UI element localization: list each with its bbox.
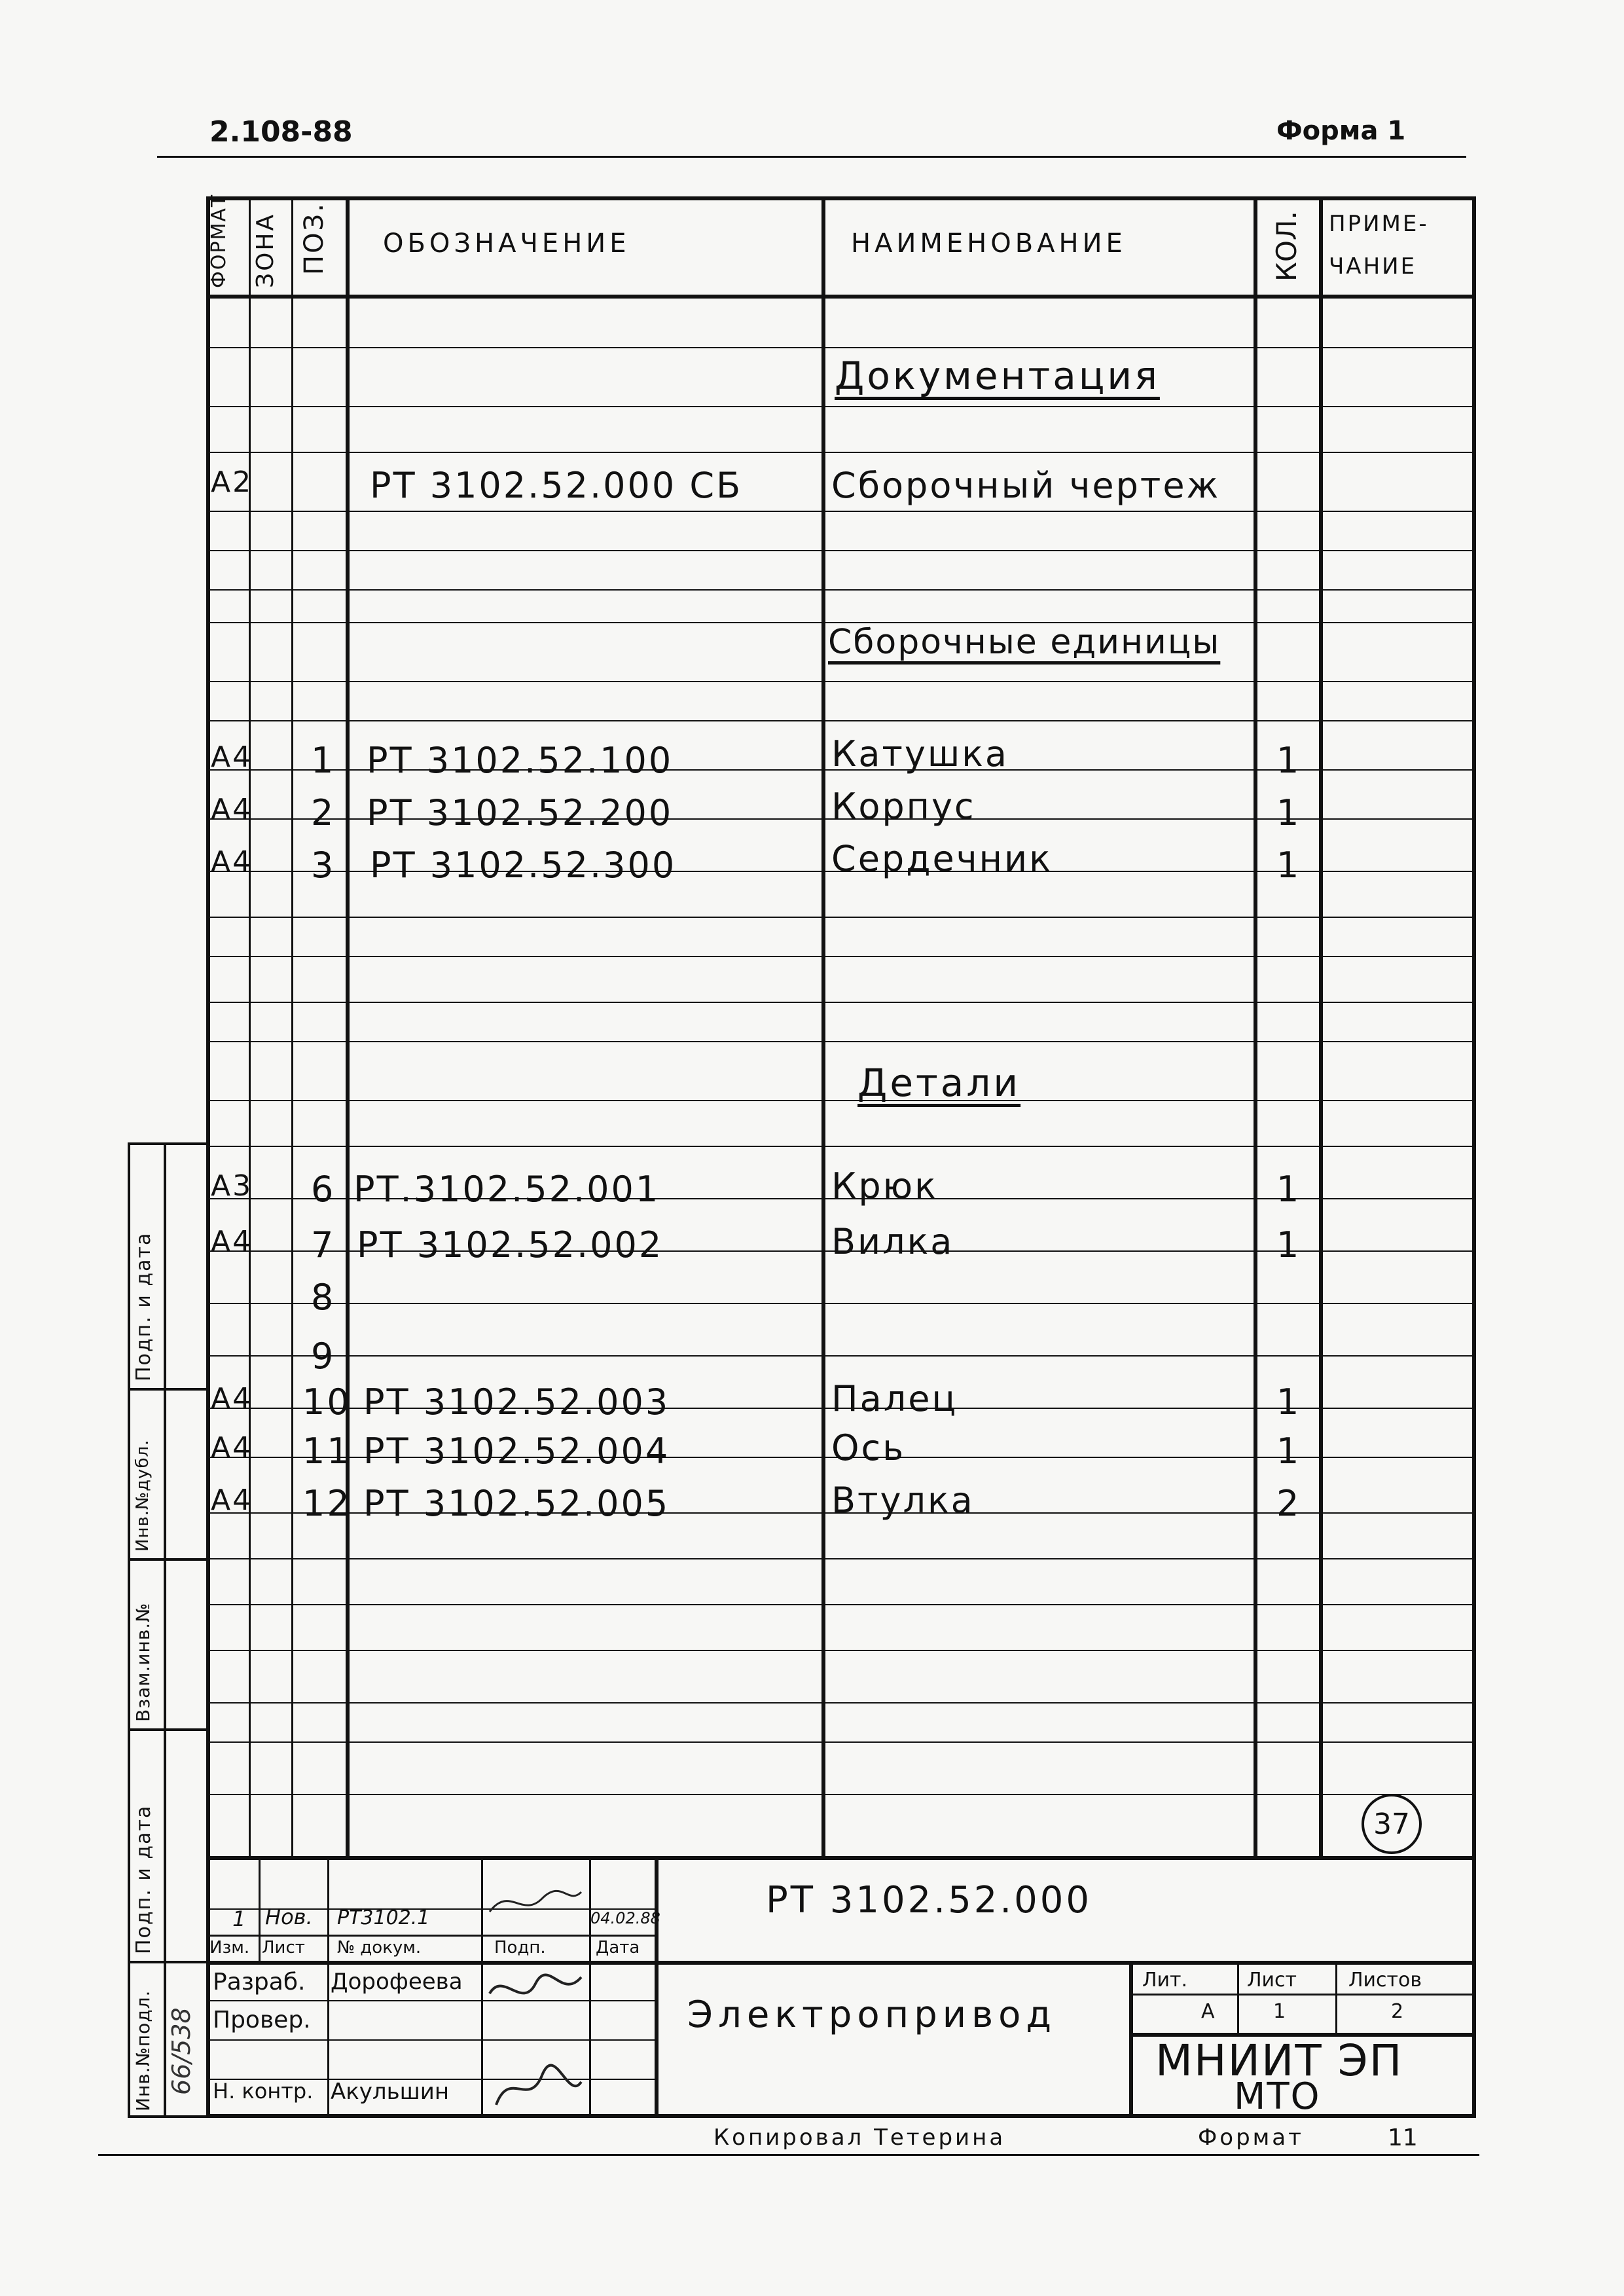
row-line [206, 1650, 1476, 1651]
side-sep-4 [128, 1961, 206, 1963]
row-a2-format: А4 [211, 793, 253, 826]
top-right-code: Форма 1 [1276, 116, 1406, 146]
header-note-2: ЧАНИЕ [1329, 253, 1417, 280]
title-block-top [206, 1856, 1476, 1860]
row-p10-name: Палец [831, 1378, 958, 1419]
row-p7-name: Вилка [831, 1221, 954, 1262]
tb-title: Электропривод [687, 1994, 1057, 2036]
row-p12-name: Втулка [831, 1480, 975, 1521]
row-p10-qty: 1 [1276, 1381, 1301, 1423]
row-line [206, 917, 1476, 918]
side-label-podp-data-2: Подп. и дата [132, 1804, 155, 1954]
row-p6-pos: 6 [311, 1169, 336, 1210]
row-p6-designation: РТ.3102.52.001 [353, 1169, 660, 1210]
row-a1-designation: РТ 3102.52.100 [367, 740, 674, 781]
title-block-main-divider [655, 1856, 659, 2118]
tb-right-col-1 [1237, 1961, 1239, 2033]
col-line-format [249, 196, 251, 1856]
row-p11-name: Ось [831, 1427, 906, 1468]
tb-name-developer: Дорофеева [331, 1969, 463, 1995]
header-designation: ОБОЗНАЧЕНИЕ [383, 228, 630, 259]
row-line [206, 589, 1476, 591]
row-a2-pos: 2 [311, 792, 336, 833]
row-p6-format: А3 [211, 1169, 253, 1203]
row-line [206, 1303, 1476, 1304]
row-line [206, 406, 1476, 407]
tb-role-developer: Разраб. [213, 1969, 306, 1995]
row-doc1-name: Сборочный чертеж [831, 465, 1221, 506]
row-p8-pos: 8 [311, 1277, 336, 1318]
side-label-vzam-inv: Взам.инв.№ [132, 1602, 154, 1722]
row-a1-format: А4 [211, 740, 253, 774]
tb-col-list: Лист [262, 1938, 305, 1958]
row-line [206, 452, 1476, 453]
footer-format-label: Формат [1198, 2124, 1304, 2151]
tb-role-ncontrol: Н. контр. [213, 2079, 314, 2104]
tb-doc-code: РТ 3102.52.000 [766, 1879, 1092, 1922]
row-line [206, 550, 1476, 551]
tb-org-line2: МТО [1234, 2075, 1321, 2118]
row-line [206, 1741, 1476, 1743]
row-a3-format: А4 [211, 845, 253, 879]
side-sep-1 [128, 1388, 206, 1391]
row-p6-name: Крюк [831, 1165, 938, 1207]
row-a1-pos: 1 [311, 740, 336, 781]
row-a2-name: Корпус [831, 786, 976, 827]
tb-role-checker: Провер. [213, 2007, 311, 2033]
tb-col-date: Дата [596, 1938, 640, 1958]
row-p12-pos: 12 [302, 1483, 352, 1524]
side-sep-2 [128, 1558, 206, 1561]
tb-sheets-value: 2 [1391, 2000, 1404, 2023]
row-line [206, 1558, 1476, 1559]
side-label-inv-dubl: Инв.№дубл. [133, 1439, 153, 1552]
row-a3-designation: РТ 3102.52.300 [370, 845, 677, 886]
footer-copied: Копировал Тетерина [713, 2124, 1006, 2151]
tb-name-ncontrol: Акульшин [331, 2079, 450, 2105]
row-p11-pos: 11 [302, 1430, 352, 1472]
tb-right-divider [1129, 1961, 1133, 2118]
tb-lit-value: А [1201, 2000, 1215, 2023]
tb-col-izm: Изм. [209, 1938, 250, 1958]
tb-rev-date: 04.02.88 [590, 1909, 660, 1927]
row-line [206, 347, 1476, 348]
tb-col-docnum: № докум. [337, 1938, 422, 1958]
title-block-mid [206, 1961, 1476, 1965]
row-a2-designation: РТ 3102.52.200 [367, 792, 674, 833]
header-note-1: ПРИМЕ- [1329, 211, 1429, 237]
row-line [206, 681, 1476, 682]
section-assembly-units: Сборочные единицы [828, 623, 1221, 662]
bottom-rule [98, 2154, 1479, 2156]
row-a3-qty: 1 [1276, 845, 1301, 886]
row-a3-name: Сердечник [831, 838, 1053, 879]
row-p7-format: А4 [211, 1225, 253, 1258]
col-line-zone [291, 196, 293, 1856]
sheet-number-circle: 37 [1362, 1794, 1422, 1854]
tb-rev-docnum: РТ3102.1 [337, 1906, 430, 1929]
signatures-icon [483, 1859, 588, 2115]
row-p12-qty: 2 [1276, 1483, 1301, 1524]
row-p10-format: А4 [211, 1382, 253, 1415]
row-p10-designation: РТ 3102.52.003 [363, 1381, 670, 1423]
row-a2-qty: 1 [1276, 792, 1301, 833]
tb-org-line1: МНИИТ ЭП [1155, 2035, 1403, 2086]
row-line [206, 1794, 1476, 1795]
row-line [206, 1002, 1476, 1003]
header-pos: ПОЗ. [299, 202, 329, 275]
col-line-designation [821, 196, 825, 1856]
row-line [206, 1146, 1476, 1147]
footer-format-value: 11 [1388, 2124, 1418, 2151]
top-left-code: 2.108-88 [209, 115, 353, 149]
row-a1-name: Катушка [831, 733, 1009, 774]
side-inv-number: 66/538 [167, 2007, 196, 2095]
row-doc1-format: А2 [211, 465, 253, 499]
row-line [206, 511, 1476, 512]
row-line [206, 1702, 1476, 1704]
row-p12-format: А4 [211, 1484, 253, 1517]
row-p7-pos: 7 [311, 1224, 336, 1266]
row-line [206, 1604, 1476, 1605]
row-a1-qty: 1 [1276, 740, 1301, 781]
row-p9-pos: 9 [311, 1336, 336, 1377]
row-line [206, 956, 1476, 957]
side-label-inv-podl: Инв.№подл. [132, 1990, 154, 2111]
row-doc1-designation: РТ 3102.52.000 СБ [370, 465, 743, 506]
side-label-podp-data-1: Подп. и дата [132, 1231, 155, 1381]
top-rule [157, 156, 1466, 158]
row-line [206, 720, 1476, 721]
tb-sheets-label: Листов [1348, 1969, 1422, 1992]
tb-rev-izm: 1 [232, 1906, 246, 1931]
row-p6-qty: 1 [1276, 1169, 1301, 1210]
row-line [206, 1041, 1476, 1042]
row-p12-designation: РТ 3102.52.005 [363, 1483, 670, 1524]
row-p10-pos: 10 [302, 1381, 352, 1423]
side-strip-divider [164, 1142, 166, 2118]
row-p11-qty: 1 [1276, 1430, 1301, 1472]
header-format: ФОРМАТ [208, 193, 230, 288]
row-line [206, 1355, 1476, 1357]
tb-sheet-value: 1 [1273, 2000, 1286, 2023]
tb-sheet-label: Лист [1247, 1969, 1297, 1992]
row-p11-designation: РТ 3102.52.004 [363, 1430, 670, 1472]
header-rule [206, 295, 1476, 299]
col-line-qty [1319, 196, 1323, 1856]
row-p7-designation: РТ 3102.52.002 [357, 1224, 664, 1266]
row-a3-pos: 3 [311, 845, 336, 886]
section-parts: Детали [857, 1061, 1021, 1105]
row-line [206, 1100, 1476, 1101]
tb-right-row-1 [1129, 1994, 1476, 1995]
header-name: НАИМЕНОВАНИЕ [851, 228, 1127, 259]
col-line-pos [346, 196, 350, 1856]
col-line-name [1254, 196, 1257, 1856]
row-p11-format: А4 [211, 1431, 253, 1465]
row-p7-qty: 1 [1276, 1224, 1301, 1266]
section-documentation: Документация [835, 354, 1160, 398]
header-qty: КОЛ. [1271, 211, 1303, 282]
tb-lit-label: Лит. [1142, 1969, 1188, 1992]
tb-right-col-2 [1335, 1961, 1337, 2033]
tb-rev-list: Нов. [265, 1904, 313, 1929]
header-zone: ЗОНА [252, 212, 279, 288]
side-sep-3 [128, 1728, 206, 1731]
tb-col-sign: Подп. [494, 1938, 546, 1958]
